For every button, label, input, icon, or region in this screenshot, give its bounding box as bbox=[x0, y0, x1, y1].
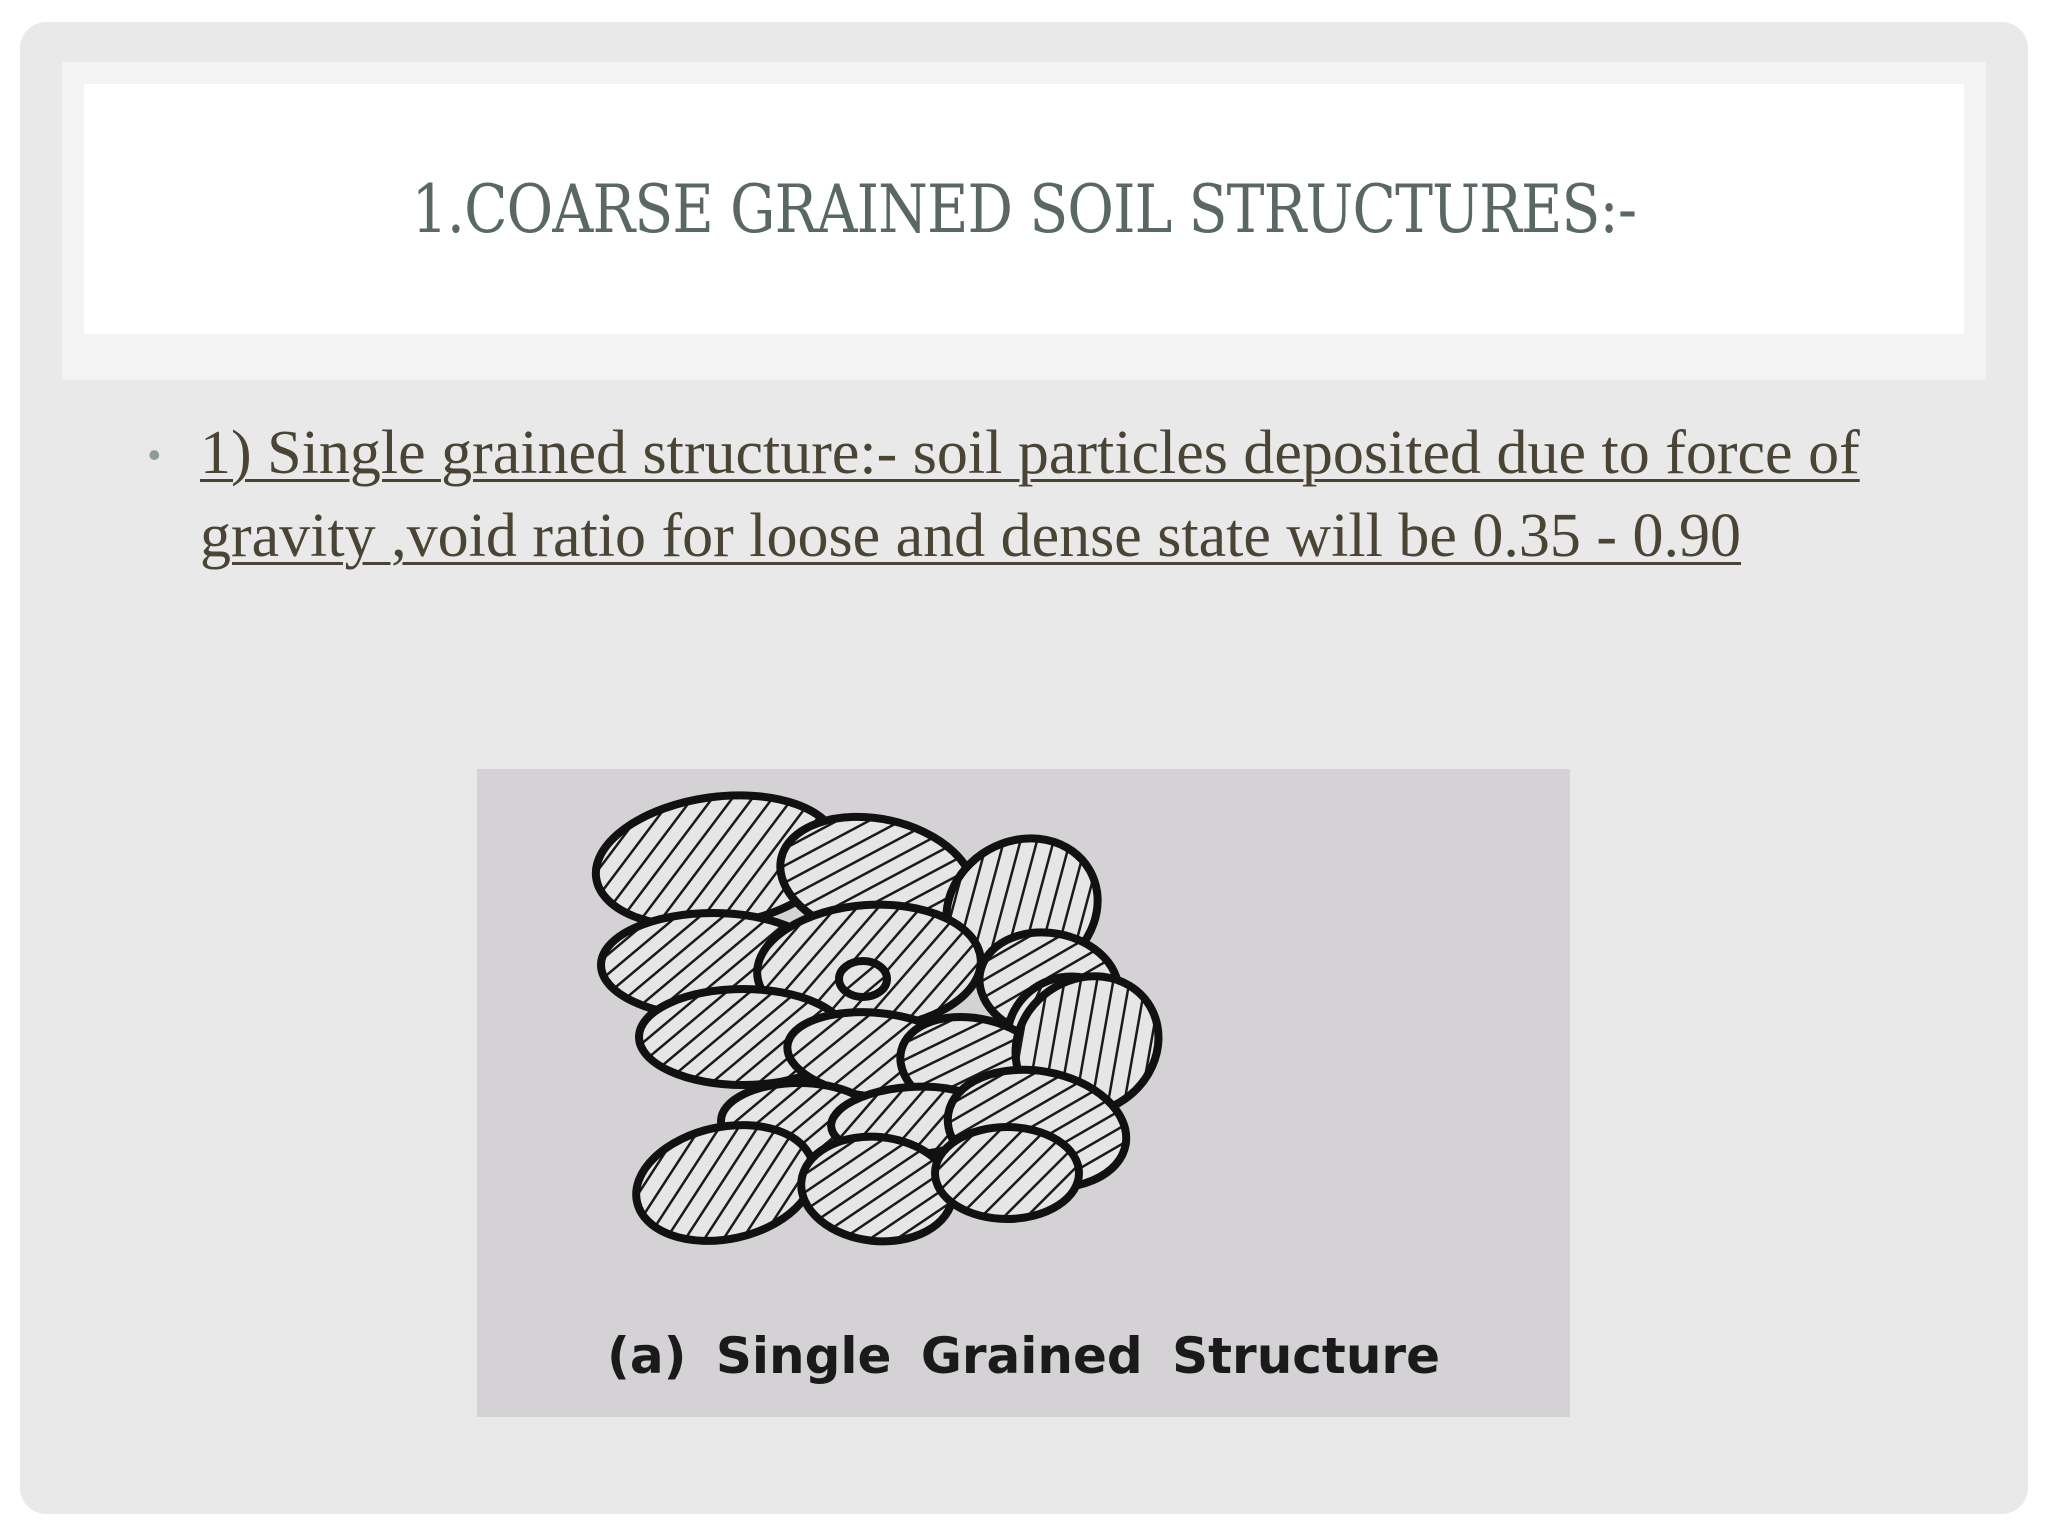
bullet-marker: • bbox=[148, 434, 161, 475]
bullet-item: 1) Single grained structure:- soil particles deposited due to force of gravity ,void ratio for loose and dense state will be 0.35 - 0.90 bbox=[200, 419, 1860, 570]
soil-particle-group bbox=[587, 781, 1185, 1257]
figure-caption: (a) Single Grained Structure bbox=[607, 1327, 1440, 1385]
single-grained-structure-figure bbox=[477, 769, 1570, 1417]
slide bbox=[20, 22, 2028, 1514]
soil-particle bbox=[935, 1127, 1079, 1219]
title-box bbox=[84, 84, 1964, 334]
slide-title: 1.COARSE GRAINED SOIL STRUCTURES:- bbox=[411, 170, 1637, 248]
soil-particle bbox=[839, 961, 887, 997]
title-frame bbox=[62, 62, 1986, 380]
soil-particles-illustration bbox=[477, 769, 1570, 1417]
